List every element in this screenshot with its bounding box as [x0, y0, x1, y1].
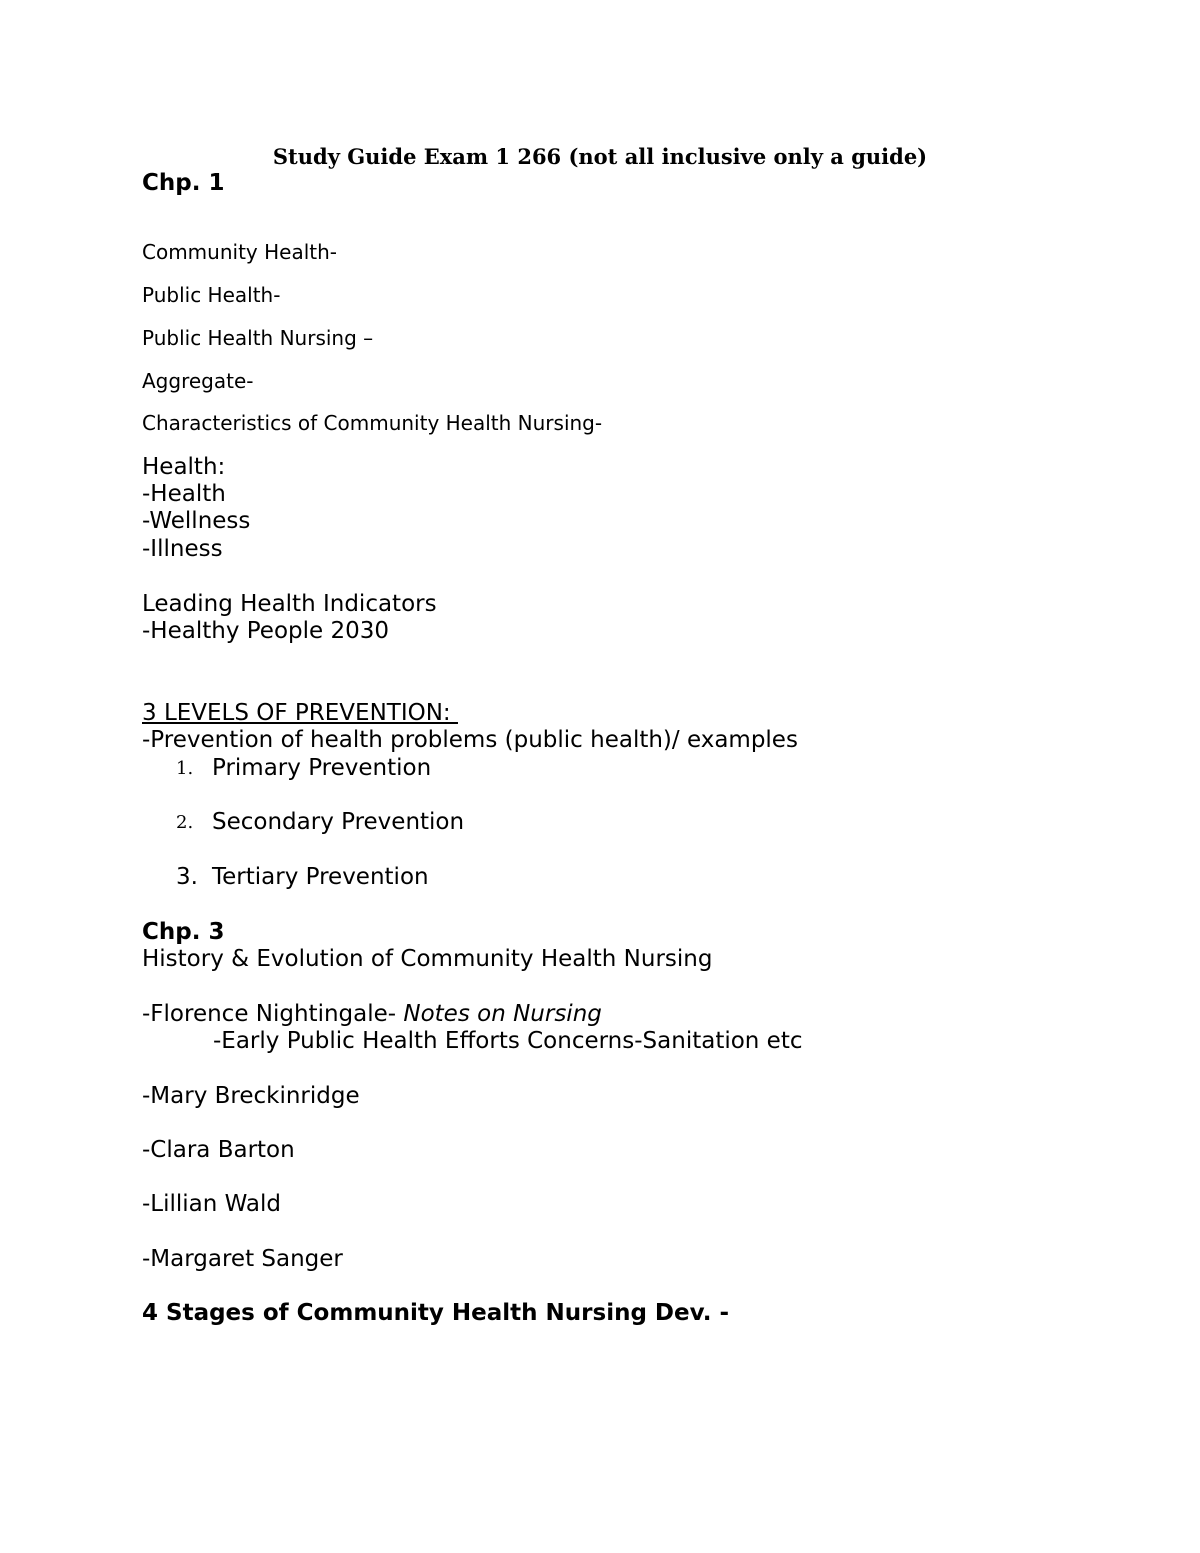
health-item-health: -Health	[142, 481, 226, 507]
term-characteristics: Characteristics of Community Health Nursing-	[142, 411, 603, 435]
person-margaret-sanger: -Margaret Sanger	[142, 1246, 343, 1272]
list-number: 3.	[176, 864, 198, 890]
prevention-heading: 3 LEVELS OF PREVENTION:	[142, 700, 458, 726]
nightingale-detail: -Early Public Health Efforts Concerns-Sanitation etc	[213, 1028, 803, 1054]
person-mary-breckinridge: -Mary Breckinridge	[142, 1083, 360, 1109]
term-aggregate: Aggregate-	[142, 369, 254, 393]
list-label: Secondary Prevention	[212, 809, 465, 835]
term-public-health: Public Health-	[142, 283, 281, 307]
indicators-item: -Healthy People 2030	[142, 618, 390, 644]
nightingale-line	[142, 1003, 602, 1026]
list-label: Primary Prevention	[212, 755, 432, 781]
health-heading: Health:	[142, 454, 226, 480]
health-item-illness: -Illness	[142, 536, 223, 562]
nightingale-name: -Florence Nightingale-	[142, 1001, 404, 1027]
chapter-3-subtitle: History & Evolution of Community Health Nursing	[142, 946, 713, 972]
nightingale-book: Notes on Nursing	[403, 1001, 602, 1027]
list-number: 1.	[176, 758, 194, 779]
list-label: Tertiary Prevention	[212, 864, 429, 890]
list-number: 2.	[176, 812, 194, 833]
chapter-3-heading: Chp. 3	[142, 919, 225, 945]
indicators-heading: Leading Health Indicators	[142, 591, 437, 617]
health-item-wellness: -Wellness	[142, 508, 251, 534]
document-title: Study Guide Exam 1 266 (not all inclusive only a guide)	[272, 144, 928, 169]
person-clara-barton: -Clara Barton	[142, 1137, 295, 1163]
person-lillian-wald: -Lillian Wald	[142, 1191, 282, 1217]
term-community-health: Community Health-	[142, 240, 337, 264]
term-public-health-nursing: Public Health Nursing –	[142, 326, 374, 350]
stages-heading: 4 Stages of Community Health Nursing Dev. -	[142, 1300, 730, 1326]
prevention-subheading: -Prevention of health problems (public health)/ examples	[142, 727, 798, 753]
chapter-1-heading: Chp. 1	[142, 170, 225, 196]
